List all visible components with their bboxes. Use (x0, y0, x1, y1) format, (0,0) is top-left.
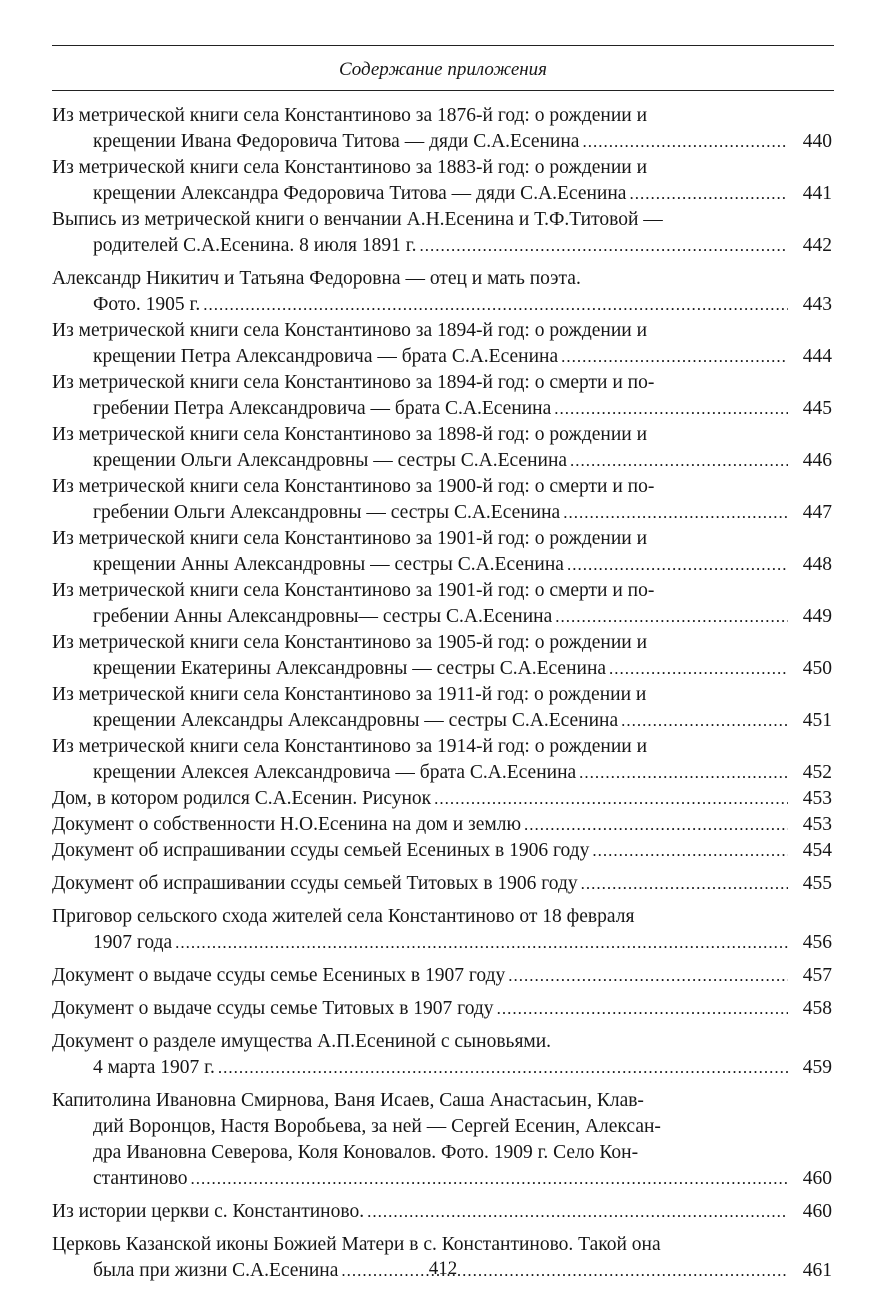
dot-leader (524, 812, 788, 838)
toc-entry-line: крещении Александра Федоровича Титова — дяди С.А.Есенина (93, 183, 627, 204)
toc-page-number: 449 (802, 606, 832, 627)
toc-entry-line: Из метрической книги села Константиново за 1894-й год: о рождении и (52, 320, 648, 341)
toc-entry-line: Капитолина Ивановна Смирнова, Ваня Исаев, Саша Анастасьин, Клав- (52, 1090, 644, 1111)
toc-entry (52, 103, 832, 155)
toc-page-number: 450 (802, 658, 832, 679)
dot-leader (175, 930, 788, 956)
toc-page-number: 459 (802, 1057, 832, 1078)
toc-entry-line: крещении Ивана Федоровича Титова — дяди С.А.Есенина (93, 131, 580, 152)
toc-page-number: 457 (802, 965, 832, 986)
dot-leader (555, 604, 788, 630)
toc-page-number: 453 (802, 814, 832, 835)
dot-leader (563, 500, 788, 526)
toc-entry (52, 812, 832, 838)
toc-page-number: 453 (802, 788, 832, 809)
toc-page-number: 456 (802, 932, 832, 953)
toc-entry (52, 1029, 832, 1081)
toc-entry-last-line (52, 181, 832, 207)
toc-entry (52, 963, 832, 989)
toc-page-number: 445 (802, 398, 832, 419)
toc-entry-line: Выпись из метрической книги о венчании А.Н.Есенина и Т.Ф.Титовой — (52, 209, 663, 230)
toc-entry-line: стантиново (93, 1168, 188, 1189)
toc-entry-last-line (52, 656, 832, 682)
toc-entry-line: Дом, в котором родился С.А.Есенин. Рисунок (52, 788, 432, 809)
toc-entry (52, 871, 832, 897)
toc-entry-line: гребении Петра Александровича — брата С.А.Есенина (93, 398, 552, 419)
toc-entry-last-line (52, 292, 832, 318)
dot-leader (581, 871, 788, 897)
toc-page-number: 455 (802, 873, 832, 894)
toc-page-number: 441 (802, 183, 832, 204)
toc-entry-last-line (52, 963, 832, 989)
toc-entry-last-line (52, 708, 832, 734)
toc-page-number: 442 (802, 235, 832, 256)
toc-entry (52, 370, 832, 422)
dot-leader (554, 396, 788, 422)
toc-entry-last-line (52, 129, 832, 155)
toc-entry (52, 1088, 832, 1192)
toc-entry (52, 904, 832, 956)
dot-leader (434, 786, 788, 812)
toc-entry (52, 474, 832, 526)
dot-leader (609, 656, 788, 682)
toc-page-number: 460 (802, 1201, 832, 1222)
dot-leader (561, 344, 788, 370)
dot-leader (582, 129, 788, 155)
running-header: Содержание приложения (338, 59, 548, 80)
toc-page-number: 454 (802, 840, 832, 861)
toc-entry-line: Документ о разделе имущества А.П.Есениной с сыновьями. (52, 1031, 552, 1052)
toc-entry-last-line (52, 552, 832, 578)
toc-entry-line: Церковь Казанской иконы Божией Матери в с. Константиново. Такой она (52, 1234, 661, 1255)
toc-entry-line: Из метрической книги села Константиново за 1876-й год: о рождении и (52, 105, 648, 126)
toc-entry-line: Александр Никитич и Татьяна Федоровна — отец и мать поэта. (52, 268, 581, 289)
toc-entry-line: Из метрической книги села Константиново за 1894-й год: о смерти и по- (52, 372, 655, 393)
dot-leader (592, 838, 788, 864)
toc-page-number: 440 (802, 131, 832, 152)
toc-page-number: 448 (802, 554, 832, 575)
toc-entry-last-line (52, 1199, 832, 1225)
toc-entry-last-line (52, 604, 832, 630)
dot-leader (508, 963, 788, 989)
toc-entry-last-line (52, 930, 832, 956)
toc-entry-line: 4 марта 1907 г. (93, 1057, 215, 1078)
dot-leader (579, 760, 788, 786)
toc-entry-last-line (52, 996, 832, 1022)
toc-entry-line: была при жизни С.А.Есенина (93, 1260, 339, 1281)
dot-leader (190, 1166, 788, 1192)
toc-entry-last-line (52, 871, 832, 897)
toc-page-number: 452 (802, 762, 832, 783)
toc-entry-line: Из метрической книги села Константиново за 1898-й год: о рождении и (52, 424, 648, 445)
toc-entry-line: Из метрической книги села Константиново за 1900-й год: о смерти и по- (52, 476, 655, 497)
toc-entry-last-line (52, 233, 832, 259)
toc-entry-line: родителей С.А.Есенина. 8 июля 1891 г. (93, 235, 417, 256)
dot-leader (621, 708, 788, 734)
toc-entry-line: гребении Ольги Александровны — сестры С.А.Есенина (93, 502, 561, 523)
toc-entry (52, 786, 832, 812)
toc-page-number: 461 (802, 1260, 832, 1281)
toc-entry-line: Приговор сельского схода жителей села Константиново от 18 февраля (52, 906, 635, 927)
toc-page-number: 447 (802, 502, 832, 523)
toc-entry-line: Документ о собственности Н.О.Есенина на дом и землю (52, 814, 522, 835)
toc-entry-line: крещении Анны Александровны — сестры С.А.Есенина (93, 554, 564, 575)
toc-entry (52, 734, 832, 786)
toc-entry-line: крещении Петра Александровича — брата С.А.Есенина (93, 346, 559, 367)
toc-page-number: 458 (802, 998, 832, 1019)
toc-page-number: 444 (802, 346, 832, 367)
toc-entry-last-line (52, 500, 832, 526)
toc-entry (52, 207, 832, 259)
toc-entry-line: Из метрической книги села Константиново за 1911-й год: о рождении и (52, 684, 647, 705)
toc-entry-last-line (52, 396, 832, 422)
header-bottom-rule (52, 90, 834, 91)
toc-entry-line: крещении Ольги Александровны — сестры С.А.Есенина (93, 450, 568, 471)
dot-leader (629, 181, 788, 207)
toc-entry-last-line (52, 786, 832, 812)
toc-entry-line: дий Воронцов, Настя Воробьева, за ней — Сергей Есенин, Алексан- (93, 1116, 661, 1137)
toc-entry (52, 1199, 832, 1225)
toc-entry (52, 682, 832, 734)
toc-entry-line: гребении Анны Александровны— сестры С.А.Есенина (93, 606, 553, 627)
toc-entry-line: Из метрической книги села Константиново за 1901-й год: о рождении и (52, 528, 648, 549)
toc-entry-line: Документ об испрашивании ссуды семьей Есениных в 1906 году (52, 840, 590, 861)
toc-entry-last-line (52, 760, 832, 786)
toc-entry-line: дра Ивановна Северова, Коля Коновалов. Фото. 1909 г. Село Кон- (93, 1142, 639, 1163)
toc-entry-line: крещении Александры Александровны — сестры С.А.Есенина (93, 710, 619, 731)
toc-entry (52, 318, 832, 370)
toc-page-number: 460 (802, 1168, 832, 1189)
toc-entry (52, 155, 832, 207)
toc-page-number: 446 (802, 450, 832, 471)
toc-entry-last-line (52, 1166, 832, 1192)
dot-leader (570, 448, 788, 474)
table-of-contents (52, 103, 832, 1284)
dot-leader (367, 1199, 788, 1225)
toc-entry-line: крещении Алексея Александровича — брата С.А.Есенина (93, 762, 577, 783)
toc-entry-line: крещении Екатерины Александровны — сестры С.А.Есенина (93, 658, 607, 679)
toc-entry-line: Из метрической книги села Константиново за 1883-й год: о рождении и (52, 157, 648, 178)
toc-entry-line: Документ об испрашивании ссуды семьей Титовых в 1906 году (52, 873, 578, 894)
toc-entry-line: Из метрической книги села Константиново за 1914-й год: о рождении и (52, 736, 648, 757)
toc-page-number: 443 (802, 294, 832, 315)
toc-entry (52, 996, 832, 1022)
toc-entry-last-line (52, 344, 832, 370)
toc-entry (52, 578, 832, 630)
toc-entry-last-line (52, 838, 832, 864)
toc-entry-line: Из метрической книги села Константиново за 1901-й год: о смерти и по- (52, 580, 655, 601)
toc-entry (52, 422, 832, 474)
toc-entry-last-line (52, 812, 832, 838)
dot-leader (203, 292, 788, 318)
page-number: 412 (428, 1258, 458, 1279)
toc-entry (52, 838, 832, 864)
toc-entry-last-line (52, 1055, 832, 1081)
dot-leader (497, 996, 788, 1022)
dot-leader (567, 552, 788, 578)
toc-entry-last-line (52, 448, 832, 474)
header-top-rule (52, 45, 834, 46)
toc-entry-line: Документ о выдаче ссуды семье Титовых в 1907 году (52, 998, 494, 1019)
toc-page-number: 451 (802, 710, 832, 731)
toc-entry-line: 1907 года (93, 932, 173, 953)
toc-entry (52, 630, 832, 682)
toc-entry (52, 526, 832, 578)
toc-entry-line: Из метрической книги села Константиново за 1905-й год: о рождении и (52, 632, 648, 653)
toc-entry (52, 266, 832, 318)
toc-entry-line: Документ о выдаче ссуды семье Есениных в 1907 году (52, 965, 506, 986)
toc-entry-line: Из истории церкви с. Константиново. (52, 1201, 365, 1222)
dot-leader (218, 1055, 788, 1081)
dot-leader (419, 233, 788, 259)
toc-entry-line: Фото. 1905 г. (93, 294, 201, 315)
